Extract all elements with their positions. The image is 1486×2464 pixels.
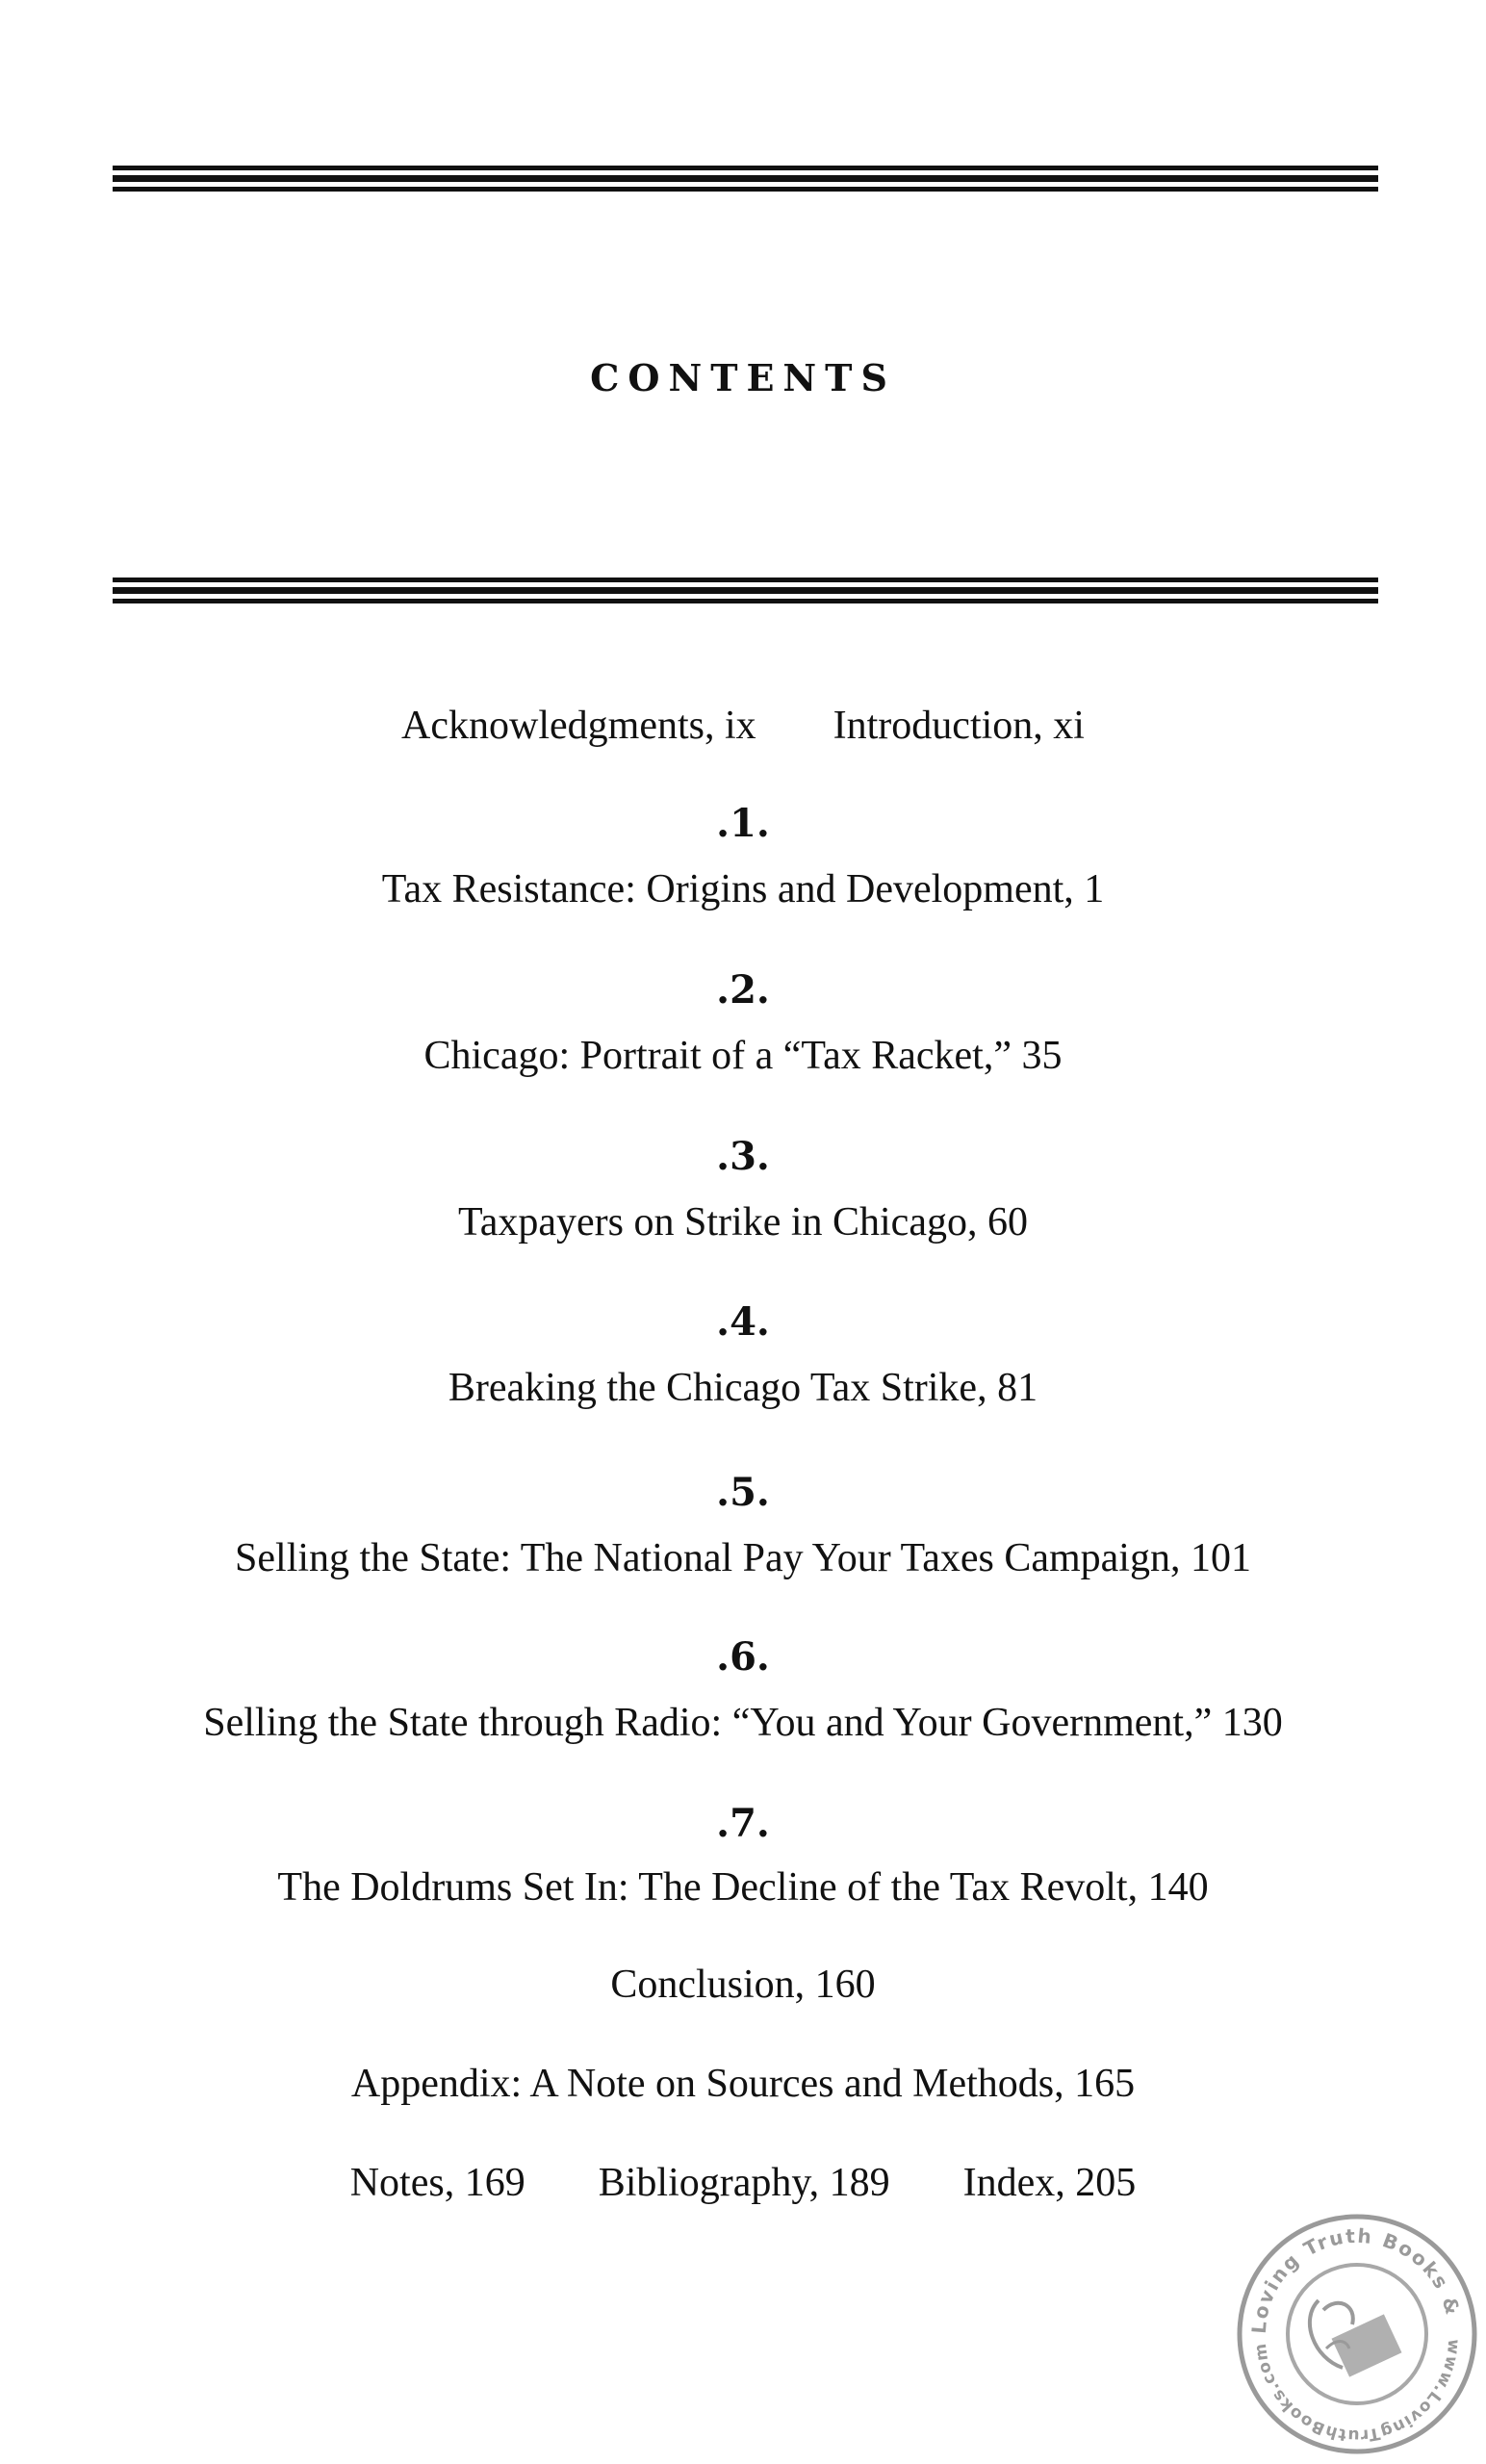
toc-chapter-2[interactable]: Chicago: Portrait of a “Tax Racket,” 35 [423,1034,1063,1078]
bottom-rule [113,578,1378,606]
watermark-seal-icon [1222,2194,1482,2454]
chapter-7-number: .7. [716,1801,770,1846]
toc-introduction[interactable]: Introduction, xi [833,704,1085,748]
chapter-5-number: .5. [716,1470,770,1515]
toc-bibliography[interactable]: Bibliography, 189 [598,2161,890,2205]
toc-chapter-7[interactable]: The Doldrums Set In: The Decline of the Tax Revolt, 140 [277,1865,1209,1910]
top-rule-line-1 [113,166,1378,170]
bottom-rule-line-2 [113,587,1378,594]
bottom-rule-line-1 [113,578,1378,582]
toc-acknowledgments[interactable]: Acknowledgments, ix [401,704,756,748]
toc-conclusion[interactable]: Conclusion, 160 [610,1963,876,2007]
watermark-stamp [1222,2194,1482,2454]
toc-appendix[interactable]: Appendix: A Note on Sources and Methods, 165 [350,2062,1136,2106]
toc-chapter-3[interactable]: Taxpayers on Strike in Chicago, 60 [458,1200,1028,1245]
svg-text:Loving Truth Books & Gifts: Loving Truth Books & [1246,2223,1466,2335]
chapter-2-number: .2. [716,967,770,1013]
chapter-3-number: .3. [716,1134,770,1179]
page-title: CONTENTS [590,356,896,399]
toc-chapter-6[interactable]: Selling the State through Radio: “You and Your Government,” 130 [203,1701,1283,1745]
top-rule-line-2 [113,175,1378,182]
toc-index[interactable]: Index, 205 [962,2161,1137,2205]
top-rule-line-3 [113,187,1378,192]
svg-text:www.LovingTruthBooks.com: www.LovingTruthBooks.com [1250,2338,1464,2446]
bottom-rule-line-3 [113,599,1378,603]
chapter-1-number: .1. [716,801,770,846]
chapter-6-number: .6. [716,1634,770,1680]
toc-notes[interactable]: Notes, 169 [349,2161,525,2205]
toc-chapter-4[interactable]: Breaking the Chicago Tax Strike, 81 [448,1366,1038,1410]
toc-chapter-5[interactable]: Selling the State: The National Pay Your Taxes Campaign, 101 [235,1536,1251,1580]
front-matter-row [0,703,1486,749]
chapter-4-number: .4. [716,1299,770,1345]
top-rule [113,166,1378,194]
toc-chapter-1[interactable]: Tax Resistance: Origins and Development, 1 [381,867,1105,911]
